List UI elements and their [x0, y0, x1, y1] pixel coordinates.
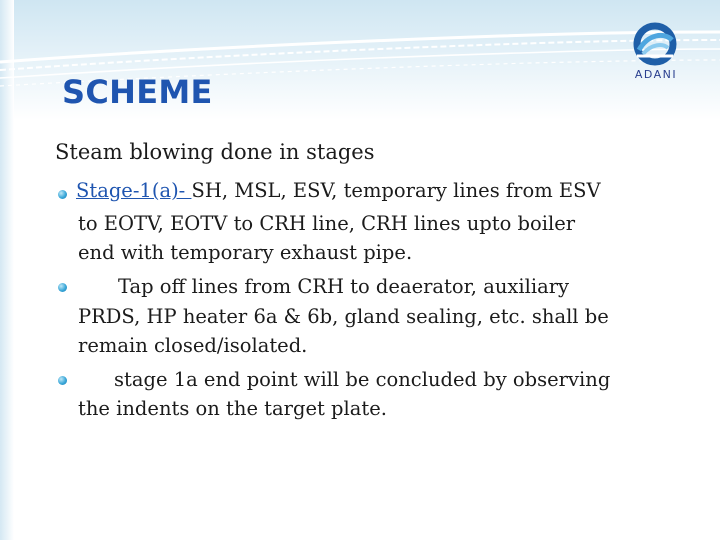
stage-label: Stage-1(a)-	[76, 179, 192, 202]
bullet-2-line-1: Tap off lines from CRH to deaerator, auxiliary	[118, 275, 570, 298]
bullet-dot	[58, 376, 67, 385]
bullet-1-text-1: SH, MSL, ESV, temporary lines from ESV	[191, 179, 601, 202]
logo-text: ADANI	[634, 68, 678, 81]
bullet-2-line-3: remain closed/isolated.	[78, 334, 308, 357]
intro-text: Steam blowing done in stages	[55, 140, 375, 164]
slide-title: SCHEME	[62, 73, 213, 111]
bullet-3-line-2: the indents on the target plate.	[78, 397, 387, 420]
bullet-1-line-1	[76, 179, 601, 202]
bullet-1-line-3: end with temporary exhaust pipe.	[78, 241, 413, 264]
bullet-dot	[58, 283, 67, 292]
bullet-2-line-2: PRDS, HP heater 6a & 6b, gland sealing, etc. shall be	[78, 305, 609, 328]
bullet-dot	[58, 190, 67, 199]
bullet-1-line-2: to EOTV, EOTV to CRH line, CRH lines upto boiler	[78, 212, 576, 235]
bullet-3-line-1: stage 1a end point will be concluded by observing	[114, 368, 611, 391]
